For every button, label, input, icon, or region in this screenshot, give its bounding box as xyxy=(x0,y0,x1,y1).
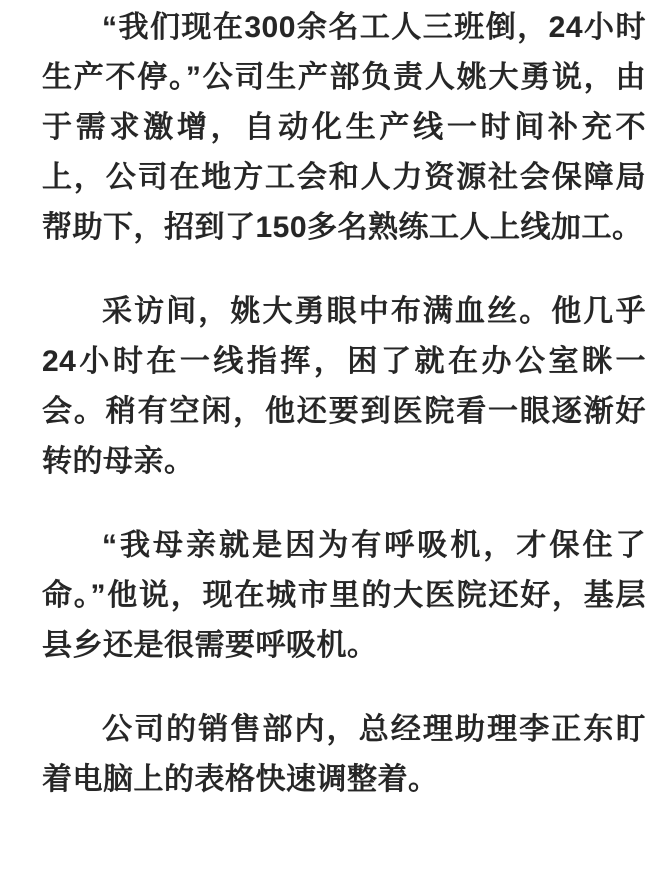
paragraph-sales-department: 公司的销售部内，总经理助理李正东盯着电脑上的表格快速调整着。 xyxy=(42,713,646,796)
paragraph-yao-dayong-interview: 采访间，姚大勇眼中布满血丝。他几乎24小时在一线指挥，困了就在办公室眯一会。稍有空闲，他还要到医院看一眼逐渐好转的母亲。 xyxy=(42,295,646,478)
paragraph-production-workers: “我们现在300余名工人三班倒，24小时生产不停。”公司生产部负责人姚大勇说，由于需求激增，自动化生产线一时间补充不上，公司在地方工会和人力资源社会保障局帮助下，招到了150多名熟练工人上线加工。 xyxy=(42,11,646,244)
paragraph-mother-ventilator: “我母亲就是因为有呼吸机，才保住了命。”他说，现在城市里的大医院还好，基层县乡还是很需要呼吸机。 xyxy=(42,529,646,662)
